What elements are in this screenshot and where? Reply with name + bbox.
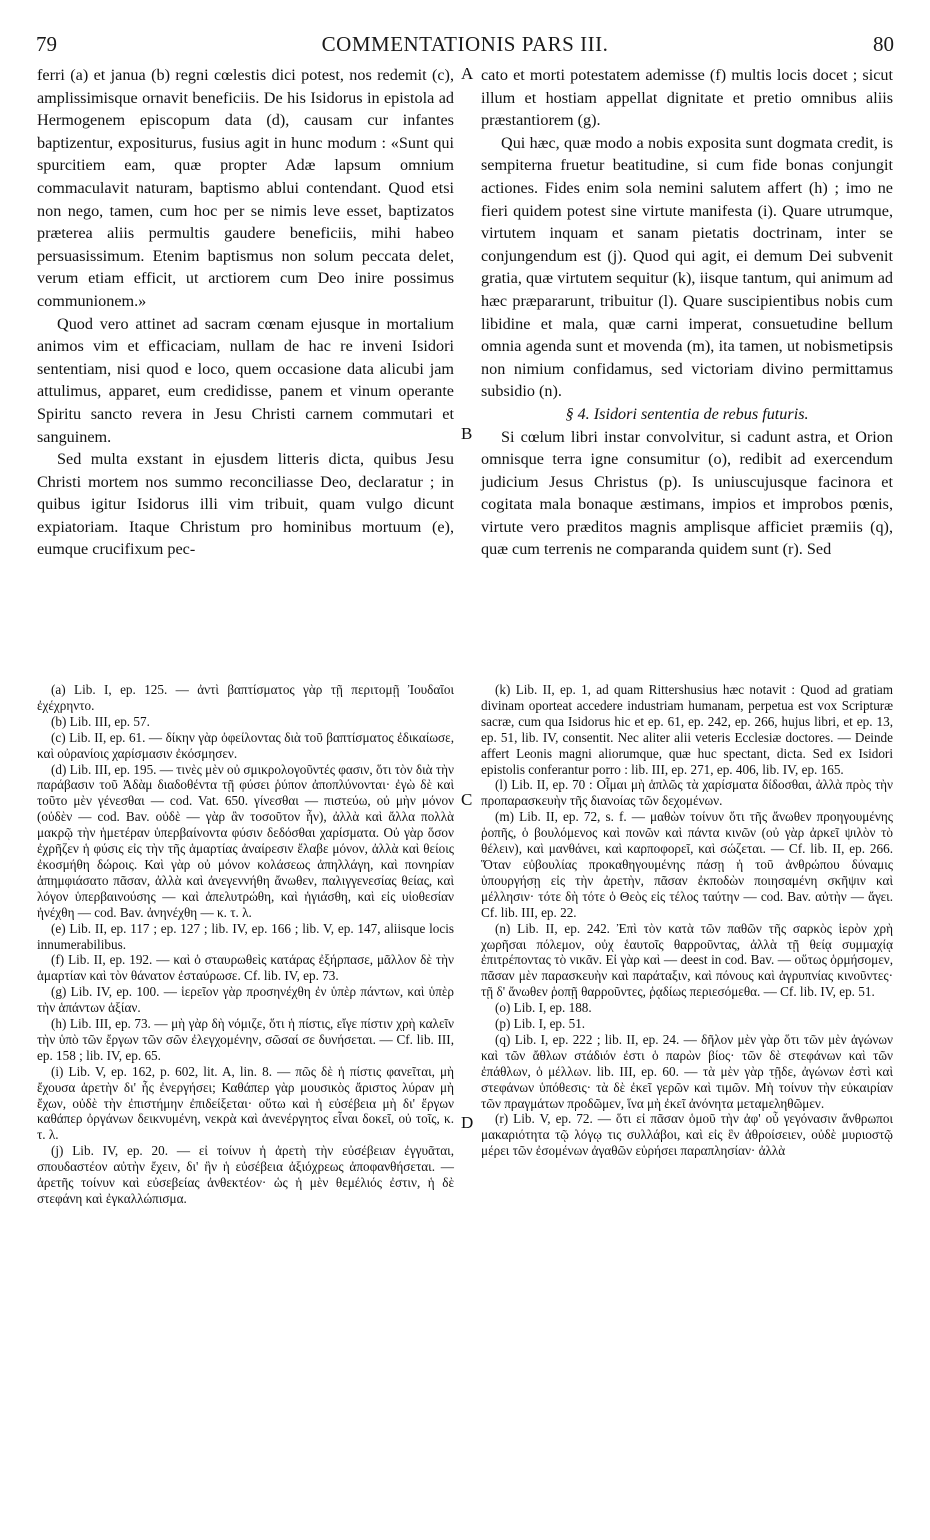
footnote: (b) Lib. III, ep. 57. bbox=[51, 713, 150, 729]
footnote: (m) Lib. II, ep. 72, s. f. — μαθὼν τοίνυν ὅτι τῆς ἄνωθεν προηγουμένης ῥοπῆς, ὁ βουλόμενος καὶ πονῶν καὶ πάντα κινῶν (οὐ γὰρ ἀρκεῖ ψιλὸν τὸ θέλειν), καὶ μανθάνει, καὶ καρποφορεῖ, καὶ σώζεται. — Cf. lib. II, ep. 266. Ὅταν εὐβουλίας προκαθηγουμένης πάσῃ ἡ τοῦ ἀνθρώπου δύναμις ὑπουργήσῃ εἰς τὴν ἀρετὴν, πᾶσαν ἐκποδὼν ποιησαμένη σκῆψιν καὶ μέλλησιν· τότε δὴ τότε ὁ Θεὸς εἰς τέλος ταύτην — cod. Bav. αὐτὴν — ἄγει. Cf. lib. III, ep. 22. bbox=[481, 809, 893, 920]
footnotes-right-column bbox=[481, 682, 893, 1159]
paragraph: Si cœlum libri instar convolvitur, si cadunt astra, et Orion omnisque terra igne consumitur (o), redibit ad exercendum judicium Jesus Christus (p). Is uniuscujusque facinora et cogitata mala bonaque æstimans, impios et improbos pœnis, virtute vero præditos magnis amplisque afficiet præmiis (q), quæ cum terrenis ne comparanda quidem sunt (r). Sed bbox=[481, 427, 893, 559]
page-number-left: 79 bbox=[36, 32, 57, 56]
footnote: (r) Lib. V, ep. 72. — ὅτι εἰ πᾶσαν ὁμοῦ τὴν ἀφ' οὗ γεγόνασιν ἄνθρωποι μακαριότητα τῷ λόγῳ τις συλλάβοι, καὶ εἰς ἓν ἀθροίσειεν, οὐδὲ μυριοστῷ μέρει τῶν ἐσομένων ἀγαθῶν εὑρήσει παραπλησίαν· ἀλλὰ bbox=[481, 1111, 893, 1159]
section-heading: § 4. Isidori sententia de rebus futuris. bbox=[565, 404, 809, 423]
footnote: (e) Lib. II, ep. 117 ; ep. 127 ; lib. IV, ep. 166 ; lib. V, ep. 147, aliisque locis innumerabilibus. bbox=[37, 920, 454, 952]
footnote: (i) Lib. V, ep. 162, p. 602, lit. A, lin. 8. — πῶς δὲ ἡ πίστις φανεῖται, μὴ ἔχουσα ἀρετὴν δι' ἧς ἐνεργήσει; Καθάπερ γὰρ μουσικὸς ἄριστος λύραν μὴ ἔχων, οὐδὲ τὴν ἐπιστήμην ἐπιδείξεται· οὕτω καὶ ἡ εὐσέβεια μὴ δι' ἔργων καθάπερ ὀργάνων δεικνυμένη, νεκρὰ καὶ ἀνενέργητος εἶναι δοκεῖ, οὐ τοῖς, κ. τ. λ. bbox=[37, 1063, 454, 1143]
footnote: (q) Lib. I, ep. 222 ; lib. II, ep. 24. — δῆλον μὲν γὰρ ὅτι τῶν μὲν ἀγώνων καὶ τῶν ἄθλων στάδιόν ἐστι ὁ παρὼν βίος· τῶν δὲ στεφάνων καὶ τῶν ἐπάθλων, ὁ μέλλων. lib. III, ep. 60. — τὰ μὲν γὰρ τῇδε, ἀγώνων ἐστὶ καὶ στεφάνων ὑπόθεσις· τὰ δὲ ἐκεῖ γερῶν καὶ τιμῶν. Μὴ τοίνυν τὴν εὐκαιρίαν τῶν πραγμάτων προδῶμεν, ἵνα μὴ ἐκεῖ ἀνόνητα μεταμεληθῶμεν. bbox=[481, 1031, 893, 1111]
footnote: (a) Lib. I, ep. 125. — ἀντὶ βαπτίσματος γὰρ τῇ περιτομῇ Ἰουδαῖοι ἐχέχρηντο. bbox=[37, 682, 454, 713]
main-text-left-column bbox=[37, 64, 454, 561]
margin-marker-c: C bbox=[461, 790, 473, 809]
footnote: (c) Lib. II, ep. 61. — δίκην γὰρ ὀφείλοντας διὰ τοῦ βαπτίσματος ἐδικαίωσε, καὶ οὐρανίοις χαρίσμασιν ἐκόσμησεν. bbox=[37, 729, 454, 761]
paragraph: Sed multa exstant in ejusdem litteris dicta, quibus Jesu Christi mortem nos summo reconciliasse Deo, declaratur ; in quibus igitur Isidorus illi vim tribuit, quam vulgo dicunt expiatoriam. Itaque Christum pro hominibus mortuum (e), eumque crucifixum pec- bbox=[37, 450, 454, 559]
main-text-right-column bbox=[481, 64, 893, 561]
paragraph: cato et morti potestatem ademisse (f) multis locis docet ; sicut illum et hostiam appellat dignitate et pretio omnibus aliis præstantiorem (g). bbox=[481, 66, 893, 130]
divider bbox=[36, 674, 894, 675]
footnote: (h) Lib. III, ep. 73. — μὴ γὰρ δὴ νόμιζε, ὅτι ἡ πίστις, εἴγε πίστιν χρὴ καλεῖν τὴν ὑπὸ τῶν ἔργων τῶν σῶν ἐλεγχομένην, σῶσαί σε δυνήσεται. — Cf. lib. III, ep. 158 ; lib. IV, ep. 65. bbox=[37, 1016, 454, 1063]
running-header bbox=[36, 32, 894, 62]
footnote: (f) Lib. II, ep. 192. — καὶ ὁ σταυρωθεὶς κατάρας ἐξήρπασε, μᾶλλον δὲ τὴν ἁμαρτίαν καὶ τὸν θάνατον ἐσταύρωσε. Cf. lib. IV, ep. 73. bbox=[37, 952, 454, 984]
footnote: (j) Lib. IV, ep. 20. — εἰ τοίνυν ἡ ἀρετὴ τὴν εὐσέβειαν ἐγγυᾶται, σπουδαστέον αὐτὴν ἔχειν, δι' ἣν ἡ εὐσέβεια ἀξιόχρεως ἀποφανθήσεται. — ἀρετῆς τοίνυν καὶ εὐσεβείας ἀνθεκτέον· ὡς ἡ μὲν θεμέλιός ἐστιν, ἡ δὲ στεφάνη καὶ ἐγκαλλώπισμα. bbox=[37, 1143, 454, 1206]
paragraph: Quod vero attinet ad sacram cœnam ejusque in mortalium animos vim et efficaciam, nullam de hac re inveni Isidori sententiam, nisi quod e loco, quem occasione data alicubi jam attulimus, apparet, eum credidisse, panem et vinum operante Spiritu sancto revera in Jesu Christi carnem commutari et sanguinem. bbox=[37, 314, 454, 446]
running-title: COMMENTATIONIS PARS III. bbox=[321, 32, 609, 56]
margin-marker-a: A bbox=[461, 64, 474, 83]
margin-marker-b: B bbox=[461, 424, 473, 443]
footnote: (d) Lib. III, ep. 195. — τινὲς μὲν οὐ σμικρολογοῦντές φασιν, ὅτι τὸν διὰ τὴν παράβασιν τοῦ Ἀδὰμ διαδοθέντα τῇ φύσει ῥύπον ἀποπλύνονται· ἐγὼ δὲ καὶ τοῦτο μὲν γένεσθαι — cod. Vat. 650. γίνεσθαι — πιστεύω, οὐ μὴν μόνον (οὐδὲν — cod. Bav. οὐδὲ — γὰρ ἂν τοσοῦτον ἦν), ἀλλὰ καὶ ἄλλα πολλὰ μακρῷ τὴν ἡμετέραν ὑπερβαίνοντα φύσιν δεδόσθαι χαρίσματα. Οὐ γὰρ ὅσον ἐχρῆζεν ἡ φύσις εἰς τὴν τῆς ἁμαρτίας ἀναίρεσιν ἔλαβε μόνον, ἀλλὰ καὶ θείοις ἐκοσμήθη δώροις. Καὶ γὰρ οὐ μόνον κολάσεως ἀπηλλάγη, καὶ πονηρίαν ἀπημφιάσατο πᾶσαν, ἀλλὰ καὶ ἀνεγεννήθη ἄνωθεν, παλιγγενεσίας θείας, καὶ λόγον ὑπερβαινούσης — καὶ ἀπελυτρώθη, καὶ ἡγιάσθη, καὶ εἰς υἱοθεσίαν ἠνέχθη — cod. Bav. ἀνηνέχθη — κ. τ. λ. bbox=[37, 761, 454, 920]
footnotes-left-column bbox=[37, 682, 454, 1207]
paragraph: Qui hæc, quæ modo a nobis exposita sunt dogmata credit, is sempiterna fruetur beatitudine, si cum fide bonas conjungit actiones. Fides enim sola nemini salutem affert (h) ; imo ne fieri quidem potest sine virtute manifesta (i). Quare utrumque, virtutem inquam et sanam pietatis doctrinam, inter se conjungendum est (j). Quod qui agit, ei demum Dei subvenit gratia, quæ virtutem sequitur (k), iisque tantum, qui animum ad hæc præpararunt, tribuitur (l). Quare suscipientibus nobis cum libidine et mala, quæ carni imperat, consuetudine bellum omnia agenda sunt et movenda (m), ita tamen, ut nobismetipsis non nimium confidamus, sed victoriam divino permittamus subsidio (n). bbox=[481, 133, 893, 401]
paragraph: ferri (a) et janua (b) regni cœlestis dici potest, nos redemit (c), amplissimisque ornavit beneficiis. De his Isidorus in epistola ad Hermogenem episcopum data (d), causam cur infantes baptizentur, expositurus, fusius agit in hunc modum : «Sunt qui spurcitiem eam, quæ propter Adæ lapsum omnium commaculavit naturam, baptismo ablui contendant. Quod etsi non nego, tamen, cum hoc per se nimis leve esset, baptizatos præterea aliis permultis gaudere beneficiis, mihi habeo persuasissimum. Etenim baptismus non solum peccata delet, verum etiam efficit, ut arctiorem cum Deo inire possimus communionem.» bbox=[37, 66, 454, 310]
footnote: (g) Lib. IV, ep. 100. — ἱερεῖον γὰρ προσηνέχθη ἐν ὑπὲρ πάντων, καὶ ὑπὲρ τὴν ἁπάντων ἀξίαν. bbox=[37, 984, 454, 1016]
footnote: (n) Lib. II, ep. 242. Ἐπὶ τὸν κατὰ τῶν παθῶν τῆς σαρκὸς ἱερὸν χρὴ χωρῆσαι πόλεμον, οὐχ ἑαυτοῖς θαρροῦντας, ἀλλὰ τῇ θείᾳ συμμαχίᾳ ἐπιτρέποντας τὸ νικᾶν. Εἰ γὰρ καὶ — deest in cod. Bav. — οὕτως ὁρμήσομεν, πᾶσαν μὲν παρασκευὴν καὶ παράταξιν, καὶ πόνους καὶ ἀγρυπνίας κινοῦντες· τῇ δ' ἄνωθεν ῥοπῇ θαρροῦντες, ῥᾳδίως περιεσόμεθα. — Cf. lib. IV, ep. 51. bbox=[481, 920, 893, 1000]
footnote: (p) Lib. I, ep. 51. bbox=[495, 1016, 586, 1032]
page-number-right: 80 bbox=[873, 32, 894, 56]
margin-marker-d: D bbox=[461, 1113, 474, 1132]
footnote: (l) Lib. II, ep. 70 : Οἶμαι μὴ ἁπλῶς τὰ χαρίσματα δίδοσθαι, ἀλλὰ πρὸς τὴν προπαρασκευὴν τῆς διανοίας τῶν δεχομένων. bbox=[481, 777, 893, 809]
footnote: (k) Lib. II, ep. 1, ad quam Rittershusius hæc notavit : Quod ad gratiam divinam oporteat accedere industriam humanam, perpetua est vox Scripturæ sacræ, cum qua Isidorus hic et ep. 61, ep. 242, ep. 266, hujus libri, et ep. 13, ep. 51, lib. IV, consentit. Nec aliter alii veteris Ecclesiæ doctores. — Deinde affert Leonis magni aliorumque, quæ huc spectant, dicta. Sed ex Isidori epistolis conferantur porro : lib. III, ep. 271, ep. 406, lib. IV, ep. 165. bbox=[481, 682, 893, 777]
footnote: (o) Lib. I, ep. 188. bbox=[495, 1000, 592, 1016]
